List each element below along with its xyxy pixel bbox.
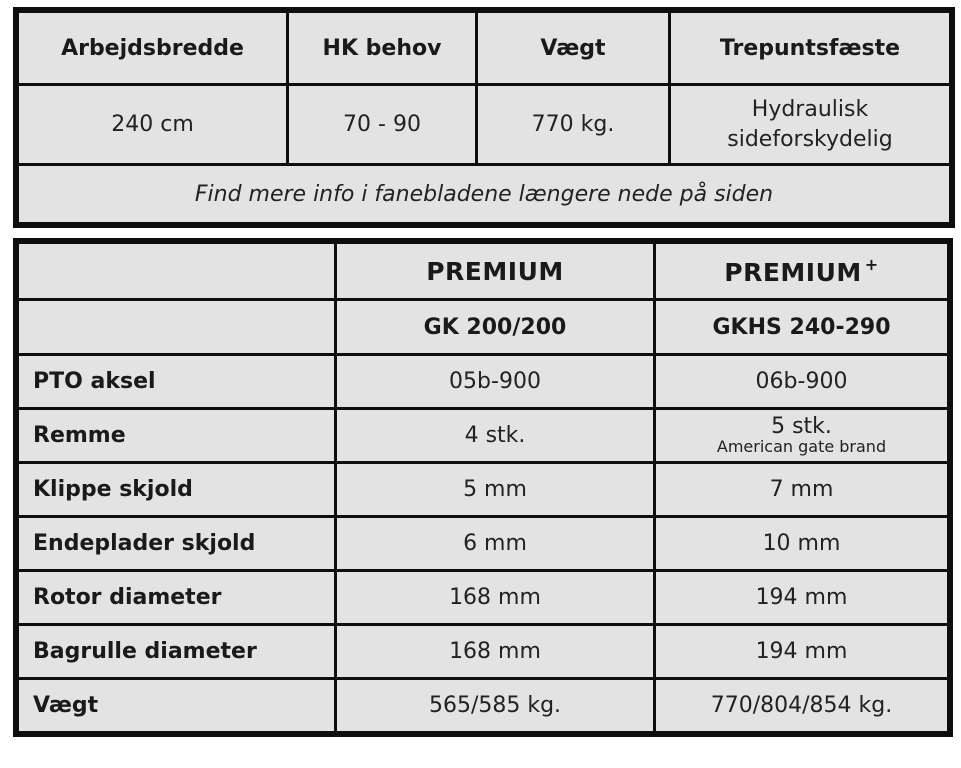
- premium-plus-value: [655, 409, 949, 463]
- premium-plus-value: 194 mm: [655, 625, 949, 679]
- row-label: Bagrulle diameter: [18, 625, 336, 679]
- row-label: Rotor diameter: [18, 571, 336, 625]
- premium-value: 5 mm: [336, 463, 655, 517]
- general-spec-value-row: [18, 85, 951, 165]
- spec-row-rotor-diameter: [18, 571, 949, 625]
- model-comparison-table: [16, 241, 950, 734]
- trepuntsfaeste-line-2: sideforskydelig: [727, 126, 893, 152]
- header-vaegt: Vægt: [477, 12, 670, 85]
- premium-plus-main-value: 5 stk.: [771, 413, 832, 439]
- row-label: Endeplader skjold: [18, 517, 336, 571]
- plus-superscript: +: [864, 255, 879, 274]
- premium-plus-sub-value: American gate brand: [716, 436, 887, 456]
- row-label: Vægt: [18, 679, 336, 733]
- value-hk-behov: 70 - 90: [288, 85, 477, 165]
- spec-row-remme: [18, 409, 949, 463]
- premium-value: 4 stk.: [336, 409, 655, 463]
- model-name-premium-text: PREMIUM: [426, 256, 564, 286]
- premium-value: 168 mm: [336, 625, 655, 679]
- premium-plus-value: 194 mm: [655, 571, 949, 625]
- premium-value: 05b-900: [336, 355, 655, 409]
- model-name-row: [18, 243, 949, 300]
- model-name-premium: [336, 243, 655, 300]
- spec-row-bagrulle-diameter: [18, 625, 949, 679]
- value-arbejdsbredde: 240 cm: [18, 85, 288, 165]
- header-trepuntsfaeste: Trepuntsfæste: [670, 12, 951, 85]
- empty-corner-cell: [18, 243, 336, 300]
- row-label: Remme: [18, 409, 336, 463]
- trepuntsfaeste-line-1: Hydraulisk: [751, 96, 869, 122]
- premium-plus-value: 770/804/854 kg.: [655, 679, 949, 733]
- spec-row-klippe-skjold: [18, 463, 949, 517]
- premium-value: 168 mm: [336, 571, 655, 625]
- model-name-premium-plus-text: PREMIUM: [724, 258, 862, 287]
- row-label: PTO aksel: [18, 355, 336, 409]
- model-code-premium-plus: GKHS 240-290: [655, 300, 949, 355]
- value-trepuntsfaeste: [670, 85, 951, 165]
- general-spec-note-row: [18, 165, 951, 224]
- empty-label-cell: [18, 300, 336, 355]
- spec-row-endeplader-skjold: [18, 517, 949, 571]
- premium-plus-value: 10 mm: [655, 517, 949, 571]
- model-code-premium: GK 200/200: [336, 300, 655, 355]
- value-vaegt: 770 kg.: [477, 85, 670, 165]
- info-note: Find mere info i fanebladene længere nede på siden: [18, 165, 951, 224]
- premium-plus-value: 7 mm: [655, 463, 949, 517]
- spec-row-vaegt: [18, 679, 949, 733]
- model-name-premium-plus: [655, 243, 949, 300]
- spec-row-pto-aksel: [18, 355, 949, 409]
- row-label: Klippe skjold: [18, 463, 336, 517]
- model-code-row: [18, 300, 949, 355]
- header-hk-behov: HK behov: [288, 12, 477, 85]
- general-spec-header-row: [18, 12, 951, 85]
- header-arbejdsbredde: Arbejdsbredde: [18, 12, 288, 85]
- premium-plus-value: 06b-900: [655, 355, 949, 409]
- premium-value: 565/585 kg.: [336, 679, 655, 733]
- premium-value: 6 mm: [336, 517, 655, 571]
- general-spec-table: [16, 10, 952, 225]
